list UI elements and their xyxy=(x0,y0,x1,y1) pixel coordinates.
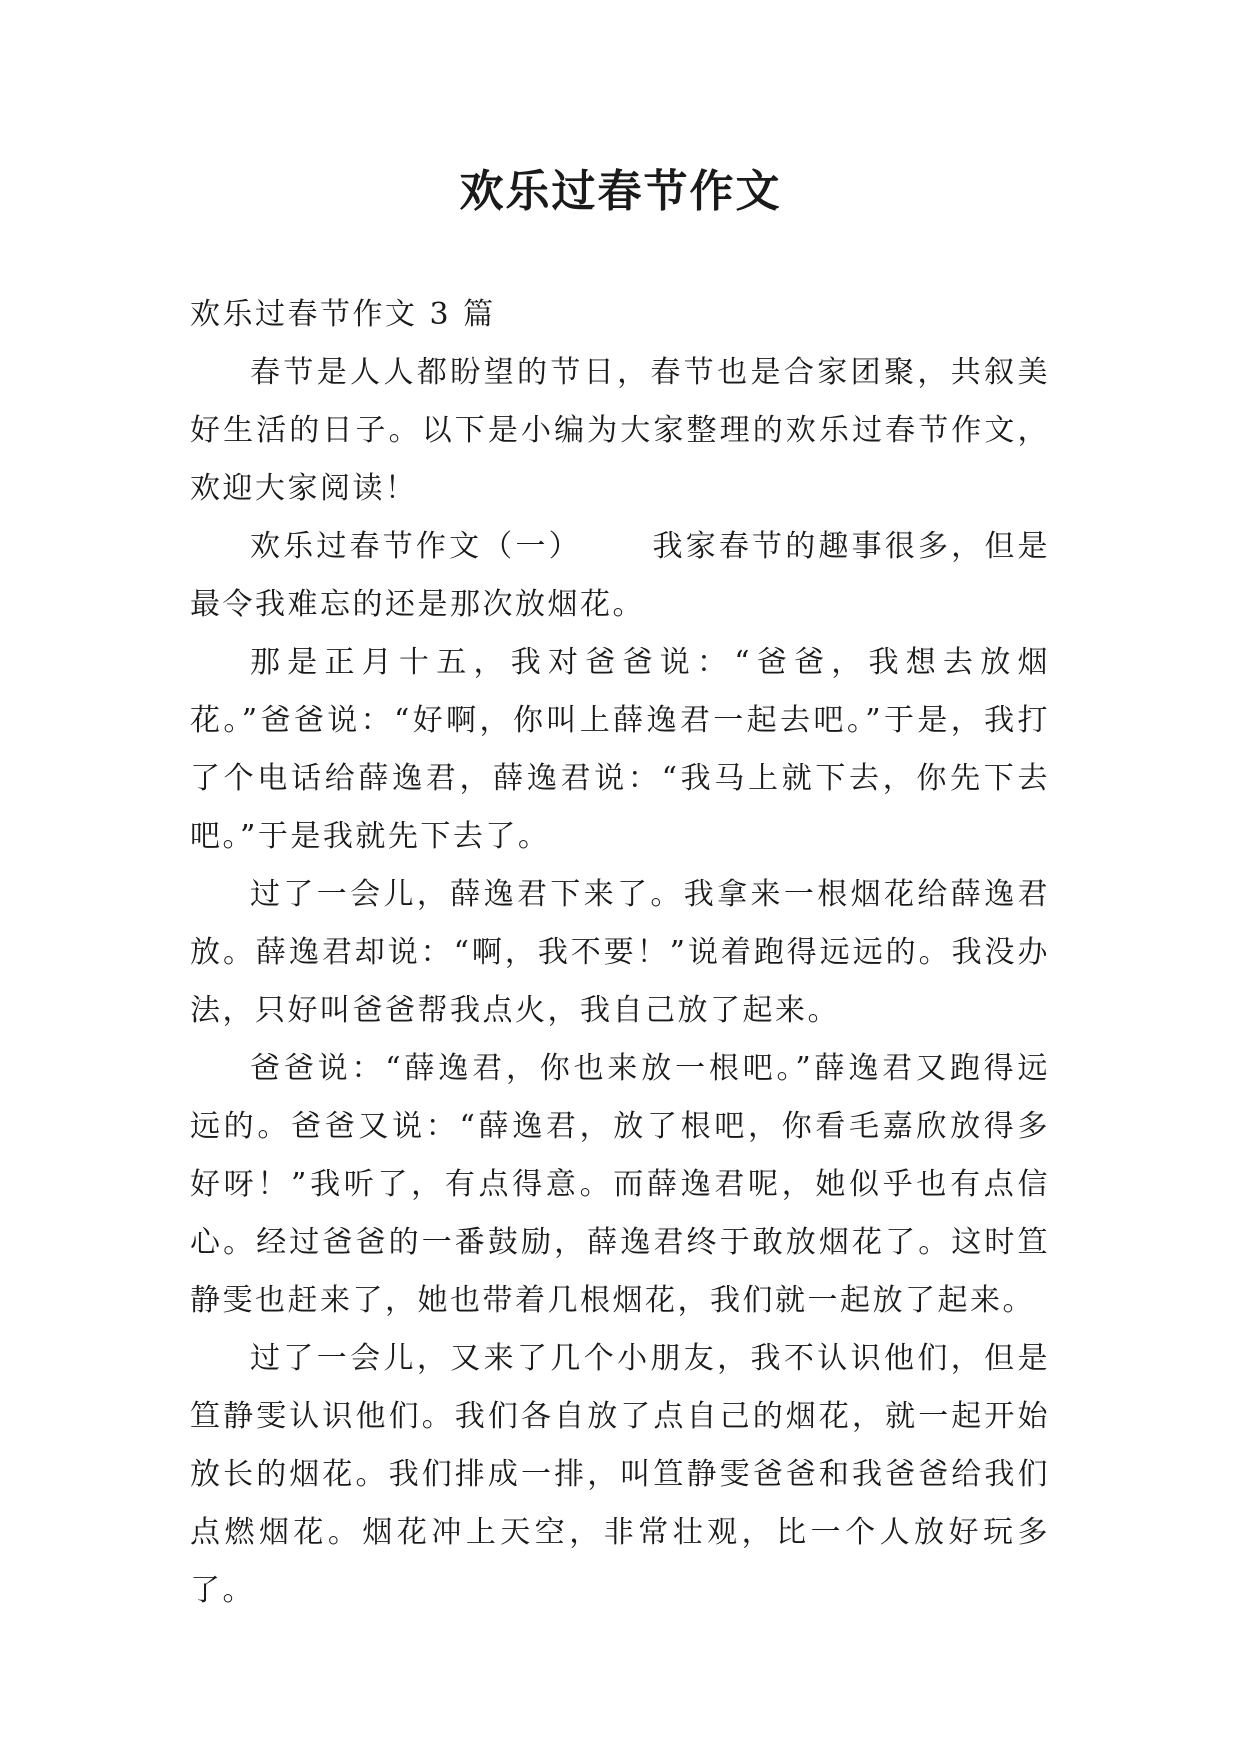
document-subtitle: 欢乐过春节作文 3 篇 xyxy=(190,297,496,332)
body-paragraph: 爸爸说：“薛逸君，你也来放一根吧。”薛逸君又跑得远远的。爸爸又说：“薛逸君，放了根吧，你看毛嘉欣放得多好呀！”我听了，有点得意。而薛逸君呢，她似乎也有点信心。经过爸爸的一番鼓励，薛逸君终于敢放烟花了。这时笪静雯也赶来了，她也带着几根烟花，我们就一起放了起来。 xyxy=(190,1051,1050,1318)
intro-paragraph: 春节是人人都盼望的节日，春节也是合家团聚，共叙美好生活的日子。以下是小编为大家整理的欢乐过春节作文，欢迎大家阅读！ xyxy=(190,355,1050,506)
section-heading: 欢乐过春节作文（一） xyxy=(250,529,582,564)
document-title: 欢乐过春节作文 xyxy=(459,166,782,217)
section-first-sentence: 我家春节的趣事很多，但是最令我难忘的还是那次放烟花。 xyxy=(190,529,1051,622)
body-paragraph: 过了一会儿，又来了几个小朋友，我不认识他们，但是笪静雯认识他们。我们各自放了点自己的烟花，就一起开始放长的烟花。我们排成一排，叫笪静雯爸爸和我爸爸给我们点燃烟花。烟花冲上天空，非常壮观，比一个人放好玩多了。 xyxy=(190,1341,1050,1608)
body-paragraph: 过了一会儿，薛逸君下来了。我拿来一根烟花给薛逸君放。薛逸君却说：“啊，我不要！”说着跑得远远的。我没办法，只好叫爸爸帮我点火，我自己放了起来。 xyxy=(190,877,1050,1028)
section-paragraph xyxy=(190,518,1050,634)
document-body xyxy=(190,286,1050,1620)
body-paragraph: 那是正月十五，我对爸爸说：“爸爸，我想去放烟花。”爸爸说：“好啊，你叫上薛逸君一起去吧。”于是，我打了个电话给薛逸君，薛逸君说：“我马上就下去，你先下去吧。”于是我就先下去了。 xyxy=(190,645,1050,854)
